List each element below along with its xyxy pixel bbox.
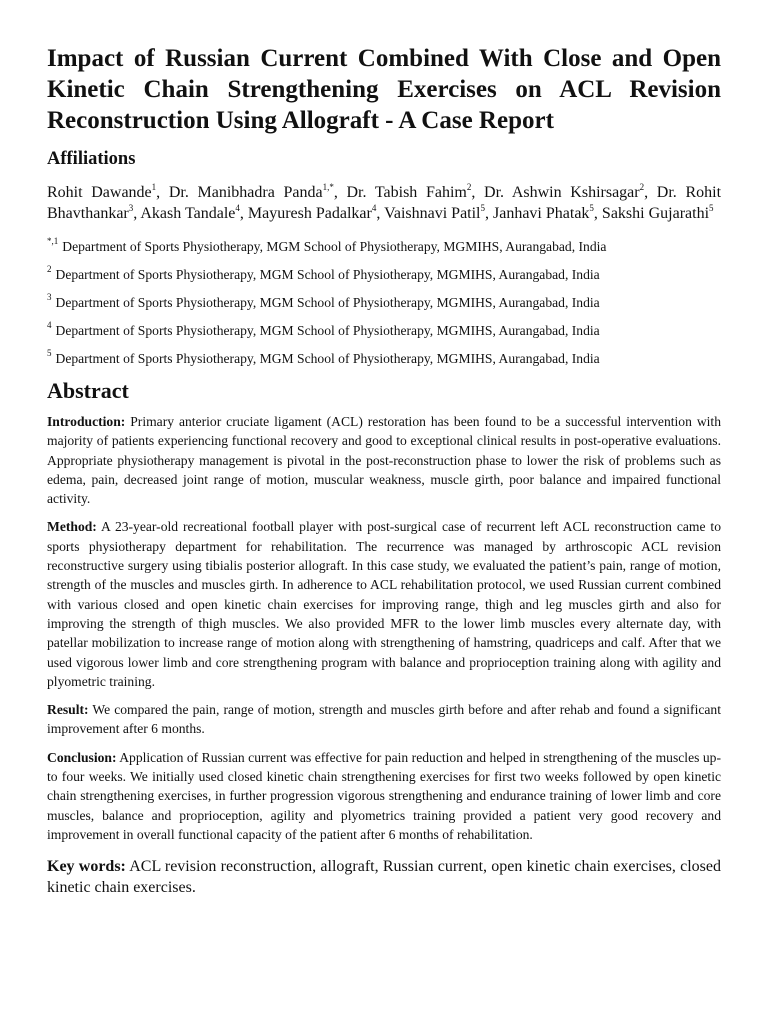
result-paragraph xyxy=(47,700,721,739)
author-separator: , xyxy=(376,205,385,222)
author-name: Rohit Dawande xyxy=(47,184,152,201)
author-name: Mayuresh Padalkar xyxy=(247,205,372,222)
author-affiliation-mark: 2 xyxy=(466,181,472,192)
result-label: Result: xyxy=(47,702,89,718)
keywords-label: Key words: xyxy=(47,858,126,876)
affiliation-text: Department of Sports Physiotherapy, MGM School of Physiotherapy, MGMIHS, Aurangabad, India xyxy=(55,267,600,282)
method-text: A 23-year-old recreational football player with post-surgical case of recurrent left ACL reconstruction came to sports physiotherapy department for rehabilitation. The recurrence was managed by arthroscopic ACL revision reconstructive surgery using tibialis posterior allograft. In this case study, we evaluated the patient’s pain, range of motion, strength of the muscles and muscles girth. In adherence to ACL rehabilitation protocol, we used Russian current combined with various closed and open kinetic chain exercises for improving range, thigh and leg muscles girth and also for improving the strength of thigh muscles. We also provided MFR to the lower limb muscles every alternate day, with patellar mobilization to increase range of motion along with strengthening of hamstring, quadriceps and calf. After that we used vigorous lower limb and core strengthening program with balance and proprioception training along with agility and plyometric training. xyxy=(47,519,721,689)
keywords-paragraph xyxy=(47,856,721,898)
author-affiliation-mark: 2 xyxy=(639,181,645,192)
abstract-heading: Abstract xyxy=(47,378,129,403)
affiliation-list xyxy=(47,238,721,367)
paper-title: Impact of Russian Current Combined With Close and Open Kinetic Chain Strengthening Exercises on ACL Revision Reconstruction Using Allograft - A Case Report xyxy=(47,45,721,134)
affiliation-item xyxy=(47,322,721,339)
introduction-paragraph xyxy=(47,412,721,508)
author-affiliation-mark: 1,* xyxy=(322,181,334,192)
author-separator: , xyxy=(471,184,485,201)
author-affiliation-mark: 3 xyxy=(128,202,134,213)
author-separator: , xyxy=(156,184,169,201)
result-text: We compared the pain, range of motion, strength and muscles girth before and after rehab and found a significant improvement after 6 months. xyxy=(47,702,721,737)
author-separator: , xyxy=(239,205,248,222)
affiliation-mark: 5 xyxy=(47,348,52,359)
affiliation-mark: *,1 xyxy=(47,236,59,247)
affiliation-mark: 3 xyxy=(47,292,52,303)
keywords-text: ACL revision reconstruction, allograft, Russian current, open kinetic chain exercises, closed kinetic chain exercises. xyxy=(47,858,722,897)
author-list xyxy=(47,182,721,224)
author-separator: , xyxy=(485,205,493,222)
author-name: Dr. Manibhadra Panda xyxy=(168,184,323,201)
affiliation-mark: 4 xyxy=(47,320,52,331)
author-name: Vaishnavi Patil xyxy=(384,205,481,222)
affiliations-heading: Affiliations xyxy=(47,149,136,169)
introduction-text: Primary anterior cruciate ligament (ACL) restoration has been found to be a successful intervention with majority of patients experiencing functional recovery and good to exceptional clinical results in post-operative evaluations. Appropriate physiotherapy management is pivotal in the post-reconstruction phase to lower the risk of problems such as edema, pain, decreased joint range of motion, muscular weakness, muscle girth, poor balance and impaired functional activity. xyxy=(47,414,721,507)
affiliation-item xyxy=(47,266,721,283)
introduction-label: Introduction: xyxy=(47,414,126,429)
author-name: Dr. Ashwin Kshirsagar xyxy=(484,184,640,201)
author-name: Janhavi Phatak xyxy=(493,205,590,222)
method-paragraph xyxy=(47,517,721,691)
author-name: Akash Tandale xyxy=(140,205,236,222)
author-separator: , xyxy=(644,184,657,201)
author-name: Sakshi Gujarathi xyxy=(601,205,710,222)
conclusion-paragraph xyxy=(47,748,721,844)
affiliation-text: Department of Sports Physiotherapy, MGM School of Physiotherapy, MGMIHS, Aurangabad, India xyxy=(55,323,600,338)
affiliation-item xyxy=(47,238,721,255)
author-separator: , xyxy=(593,205,602,222)
author-affiliation-mark: 1 xyxy=(151,181,157,192)
conclusion-label: Conclusion: xyxy=(47,749,117,765)
author-affiliation-mark: 5 xyxy=(589,202,594,213)
affiliation-text: Department of Sports Physiotherapy, MGM School of Physiotherapy, MGMIHS, Aurangabad, India xyxy=(55,351,600,366)
affiliation-mark: 2 xyxy=(47,264,52,275)
conclusion-text: Application of Russian current was effective for pain reduction and helped in strengthening of the muscles up-to four weeks. We initially used closed kinetic chain strengthening exercises for first two weeks followed by open kinetic chain strengthening exercises, in further progression vigorous strengthening and endurance training of lower limb and core muscles, balance and proprioception, agility and plyometrics training provided a patient very good recovery and improvement in overall functional capacity of the patient after 6 months of rehabilitation. xyxy=(47,749,721,842)
author-separator: , xyxy=(333,184,347,201)
affiliation-text: Department of Sports Physiotherapy, MGM School of Physiotherapy, MGMIHS, Aurangabad, India xyxy=(55,295,600,310)
affiliation-item xyxy=(47,350,721,367)
affiliation-text: Department of Sports Physiotherapy, MGM School of Physiotherapy, MGMIHS, Aurangabad, India xyxy=(62,239,607,254)
affiliation-item xyxy=(47,294,721,311)
author-affiliation-mark: 5 xyxy=(709,202,714,213)
author-name: Dr. Tabish Fahim xyxy=(346,184,467,201)
author-affiliation-mark: 5 xyxy=(480,202,485,213)
method-label: Method: xyxy=(47,519,97,535)
author-name: Dr. Rohit Bhavthankar xyxy=(47,184,722,222)
author-separator: , xyxy=(133,205,141,222)
author-affiliation-mark: 4 xyxy=(235,202,240,213)
author-affiliation-mark: 4 xyxy=(371,202,377,213)
